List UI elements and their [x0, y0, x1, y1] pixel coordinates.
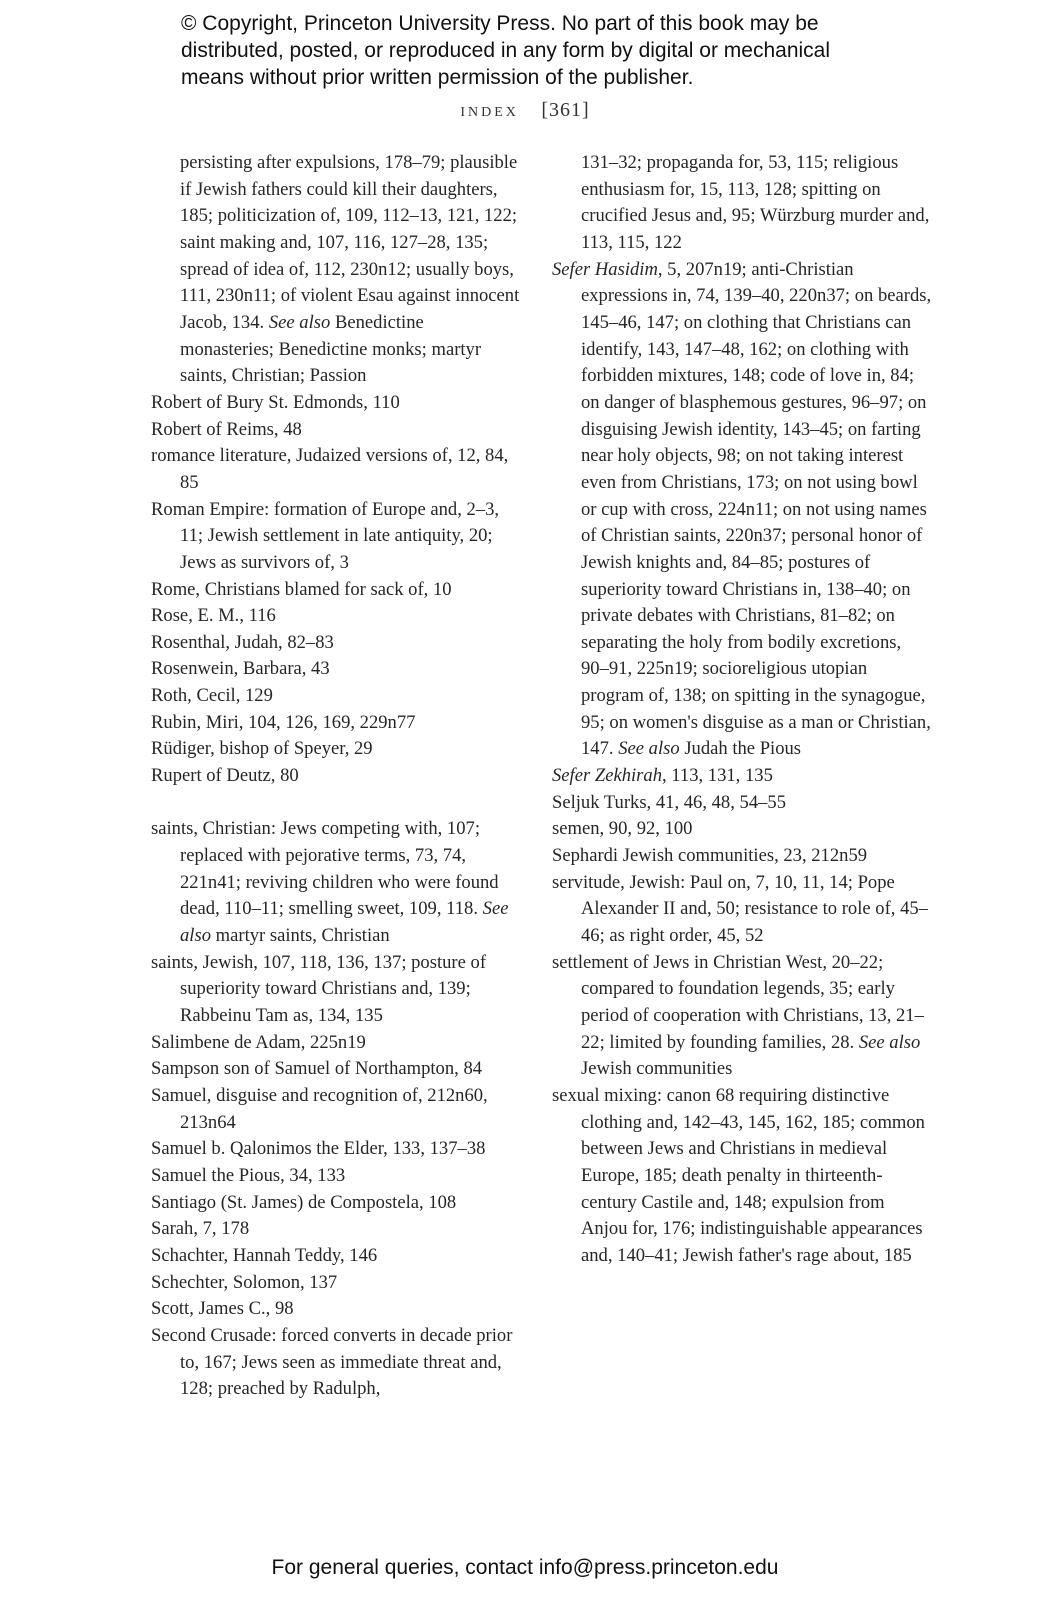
index-entry: Sampson son of Samuel of Northampton, 84 — [151, 1058, 483, 1080]
index-entry: romance literature, Judaized versions of, 12, 84, 85 — [151, 445, 509, 493]
letter-group-gap — [151, 790, 521, 817]
index-entry: persisting after expulsions, 178–79; plausible if Jewish fathers could kill their daughters, 185; politicization of, 109, 112–13, 121, 122; saint making and, 107, 116, 127–28, 135; spread of idea of, 112, 230n12; usually boys, 111, 230n11; of violent Esau against innocent Jacob, 134. See also Benedictine monasteries; Benedictine monks; martyr saints, Christian; Passion — [180, 152, 520, 387]
index-entry: Salimbene de Adam, 225n19 — [151, 1031, 366, 1053]
index-entry: Rose, E. M., 116 — [151, 605, 276, 627]
index-entry: Roth, Cecil, 129 — [151, 685, 273, 707]
book-title: Sefer Zekhirah — [552, 765, 662, 787]
index-entry: Schachter, Hannah Teddy, 146 — [151, 1244, 378, 1266]
index-entry: Schechter, Solomon, 137 — [151, 1271, 338, 1293]
index-entry: saints, Christian: Jews competing with, 107; replaced with pejorative terms, 73, 74, 221n41; reviving children who were found dead, 110–11; smelling sweet, 109, 118. See also martyr saints, Christian — [151, 818, 509, 947]
page-number: [361] — [541, 99, 590, 121]
copyright-notice — [181, 10, 901, 91]
index-entry: Robert of Bury St. Edmonds, 110 — [151, 391, 400, 413]
index-entry: Sarah, 7, 178 — [151, 1218, 250, 1240]
index-entry: Rupert of Deutz, 80 — [151, 765, 299, 787]
index-entry: Robert of Reims, 48 — [151, 418, 302, 440]
book-title: Sefer Hasidim — [552, 258, 658, 280]
index-entry: Second Crusade: forced converts in decade prior to, 167; Jews seen as immediate threat and, 128; preached by Radulph, — [151, 1324, 513, 1400]
index-entry: Roman Empire: formation of Europe and, 2–3, 11; Jewish settlement in late antiquity, 20; Jews as survivors of, 3 — [151, 498, 500, 573]
index-entry: Rubin, Miri, 104, 126, 169, 229n77 — [151, 711, 416, 733]
index-entry: semen, 90, 92, 100 — [552, 818, 693, 840]
index-entry: Santiago (St. James) de Compostela, 108 — [151, 1191, 457, 1213]
index-entry: sexual mixing: canon 68 requiring distinctive clothing and, 142–43, 145, 162, 185; common between Jews and Christians in medieval Europe, 185; death penalty in thirteenth-century Castile and, 148; expulsion from Anjou for, 176; indistinguishable appearances and, 140–41; Jewish father's rage about, 185 — [552, 1084, 925, 1266]
copyright-line-2: distributed, posted, or reproduced in any form by digital or mechanical — [181, 39, 831, 62]
index-entry: Sefer Hasidim, 5, 207n19; anti-Christian expressions in, 74, 139–40, 220n37; on beards, 145–46, 147; on clothing that Christians can identify, 143, 147–48, 162; on clothing with forbidden mixtures, 148; code of love in, 84; on danger of blasphemous gestures, 96–97; on disguising Jewish identity, 143–45; on farting near holy objects, 98; on not taking interest even from Christians, 173; on not using bowl or cup with cross, 224n11; on not using names of Christian saints, 220n37; personal honor of Jewish knights and, 84–85; postures of superiority toward Christians in, 138–40; on private debates with Christians, 81–82; on separating the holy from bodily excretions, 90–91, 225n19; socioreligious utopian program of, 138; on spitting in the synagogue, 95; on women's disguise as a man or Christian, 147. See also Judah the Pious — [552, 258, 932, 760]
index-entry: Samuel the Pious, 34, 133 — [151, 1164, 346, 1186]
copyright-line-3: means without prior written permission of the publisher. — [181, 66, 694, 89]
footer-contact: For general queries, contact info@press.princeton.edu — [271, 1556, 779, 1579]
index-entry: Rosenwein, Barbara, 43 — [151, 658, 330, 680]
index-entry: Rome, Christians blamed for sack of, 10 — [151, 578, 452, 600]
running-head — [0, 99, 1050, 122]
index-entry: Scott, James C., 98 — [151, 1298, 294, 1320]
index-entry: Sefer Zekhirah, 113, 131, 135 — [552, 765, 773, 787]
index-entry: Rüdiger, bishop of Speyer, 29 — [151, 738, 373, 760]
index-column-left — [151, 150, 521, 1403]
index-entry: Samuel b. Qalonimos the Elder, 133, 137–38 — [151, 1138, 486, 1160]
index-column-right — [552, 150, 932, 1270]
index-entry: saints, Jewish, 107, 118, 136, 137; posture of superiority toward Christians and, 139; Rabbeinu Tam as, 134, 135 — [151, 951, 487, 1026]
index-entry: Seljuk Turks, 41, 46, 48, 54–55 — [552, 791, 787, 813]
index-entry: Rosenthal, Judah, 82–83 — [151, 631, 334, 653]
index-entry: Sephardi Jewish communities, 23, 212n59 — [552, 845, 868, 867]
index-entry: Samuel, disguise and recognition of, 212n60, 213n64 — [151, 1084, 488, 1133]
copyright-line-1: © Copyright, Princeton University Press. No part of this book may be — [181, 12, 819, 35]
index-entry: 131–32; propaganda for, 53, 115; religious enthusiasm for, 15, 113, 128; spitting on crucified Jesus and, 95; Würzburg murder and, 113, 115, 122 — [581, 152, 930, 253]
index-entry: settlement of Jews in Christian West, 20–22; compared to foundation legends, 35; early period of cooperation with Christians, 13, 21–22; limited by founding families, 28. See also Jewish communities — [552, 951, 924, 1080]
running-head-label: INDEX — [460, 105, 519, 120]
index-entry: servitude, Jewish: Paul on, 7, 10, 11, 14; Pope Alexander II and, 50; resistance to role of, 45–46; as right order, 45, 52 — [552, 871, 928, 947]
